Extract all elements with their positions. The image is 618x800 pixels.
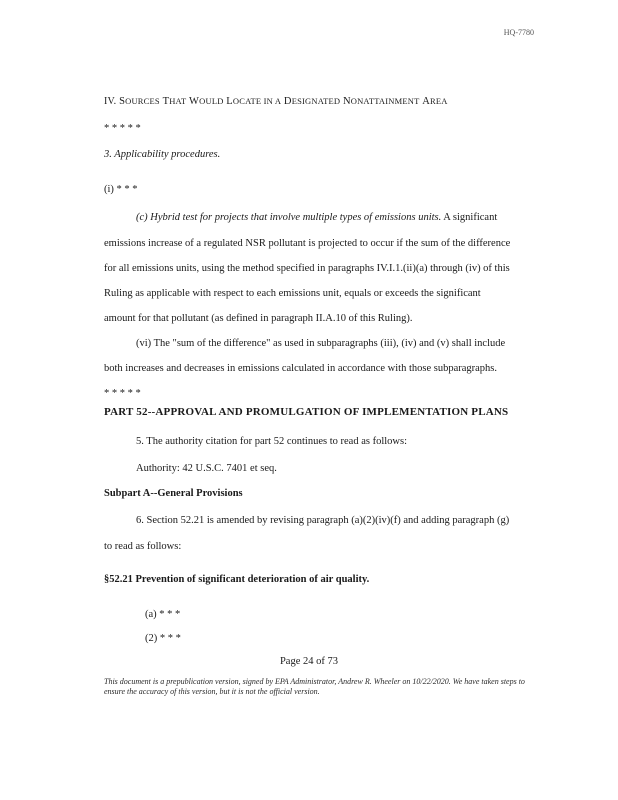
heading-word: SOURCES [119, 96, 160, 107]
hybrid-test-label: (c) Hybrid test for projects that involve multiple types of emissions units. [136, 212, 442, 223]
authority-citation: Authority: 42 U.S.C. 7401 et seq. [136, 463, 277, 474]
body-text-line: Ruling as applicable with respect to each emissions unit, equals or exceeds the significant [104, 288, 481, 299]
subpart-heading: Subpart A--General Provisions [104, 488, 243, 499]
amendment-item-5: 5. The authority citation for part 52 continues to read as follows: [136, 436, 407, 447]
ellipsis: * * * * * [104, 388, 141, 399]
heading-word: AREA [422, 96, 448, 107]
body-text-line: (vi) The "sum of the difference" as used in subparagraphs (iii), (iv) and (v) shall include [136, 338, 506, 349]
section-title: §52.21 Prevention of significant deterioration of air quality. [104, 574, 370, 585]
body-text-line: both increases and decreases in emissions calculated in accordance with those subparagraphs. [104, 363, 498, 374]
section-heading [104, 95, 448, 108]
heading-word: DESIGNATED [283, 96, 341, 107]
heading-word: THAT [162, 96, 187, 107]
heading-word: NONATTAINMENT [342, 96, 420, 107]
paragraph-2: (2) * * * [145, 633, 181, 644]
part-heading: PART 52--APPROVAL AND PROMULGATION OF IMPLEMENTATION PLANS [104, 406, 509, 418]
section-roman: IV. [104, 96, 117, 107]
heading-word: LOCATE IN A [226, 96, 282, 107]
paragraph-i: (i) * * * [104, 184, 138, 195]
document-id: HQ-7780 [503, 28, 534, 37]
heading-word: WOULD [189, 96, 224, 107]
amendment-item-6: 6. Section 52.21 is amended by revising paragraph (a)(2)(iv)(f) and adding paragraph (g) [136, 515, 510, 526]
body-text-line: for all emissions units, using the method specified in paragraphs IV.I.1.(ii)(a) through (iv) of this [104, 263, 510, 274]
page-number: Page 24 of 73 [279, 656, 339, 667]
body-text-line: to read as follows: [104, 541, 182, 552]
body-text-line: amount for that pollutant (as defined in paragraph II.A.10 of this Ruling). [104, 313, 413, 324]
body-text-line: emissions increase of a regulated NSR pollutant is projected to occur if the sum of the difference [104, 238, 511, 249]
paragraph-a: (a) * * * [145, 609, 181, 620]
hybrid-test-text: A significant [441, 212, 498, 223]
applicability-heading: 3. Applicability procedures. [104, 149, 221, 160]
disclaimer: This document is a prepublication version, signed by EPA Administrator, Andrew R. Wheeler on 10/22/2020. We have taken steps to ensure the accuracy of this version, but it is not the official version. [104, 677, 525, 696]
hybrid-test-line [136, 211, 497, 224]
ellipsis: * * * * * [104, 123, 141, 134]
